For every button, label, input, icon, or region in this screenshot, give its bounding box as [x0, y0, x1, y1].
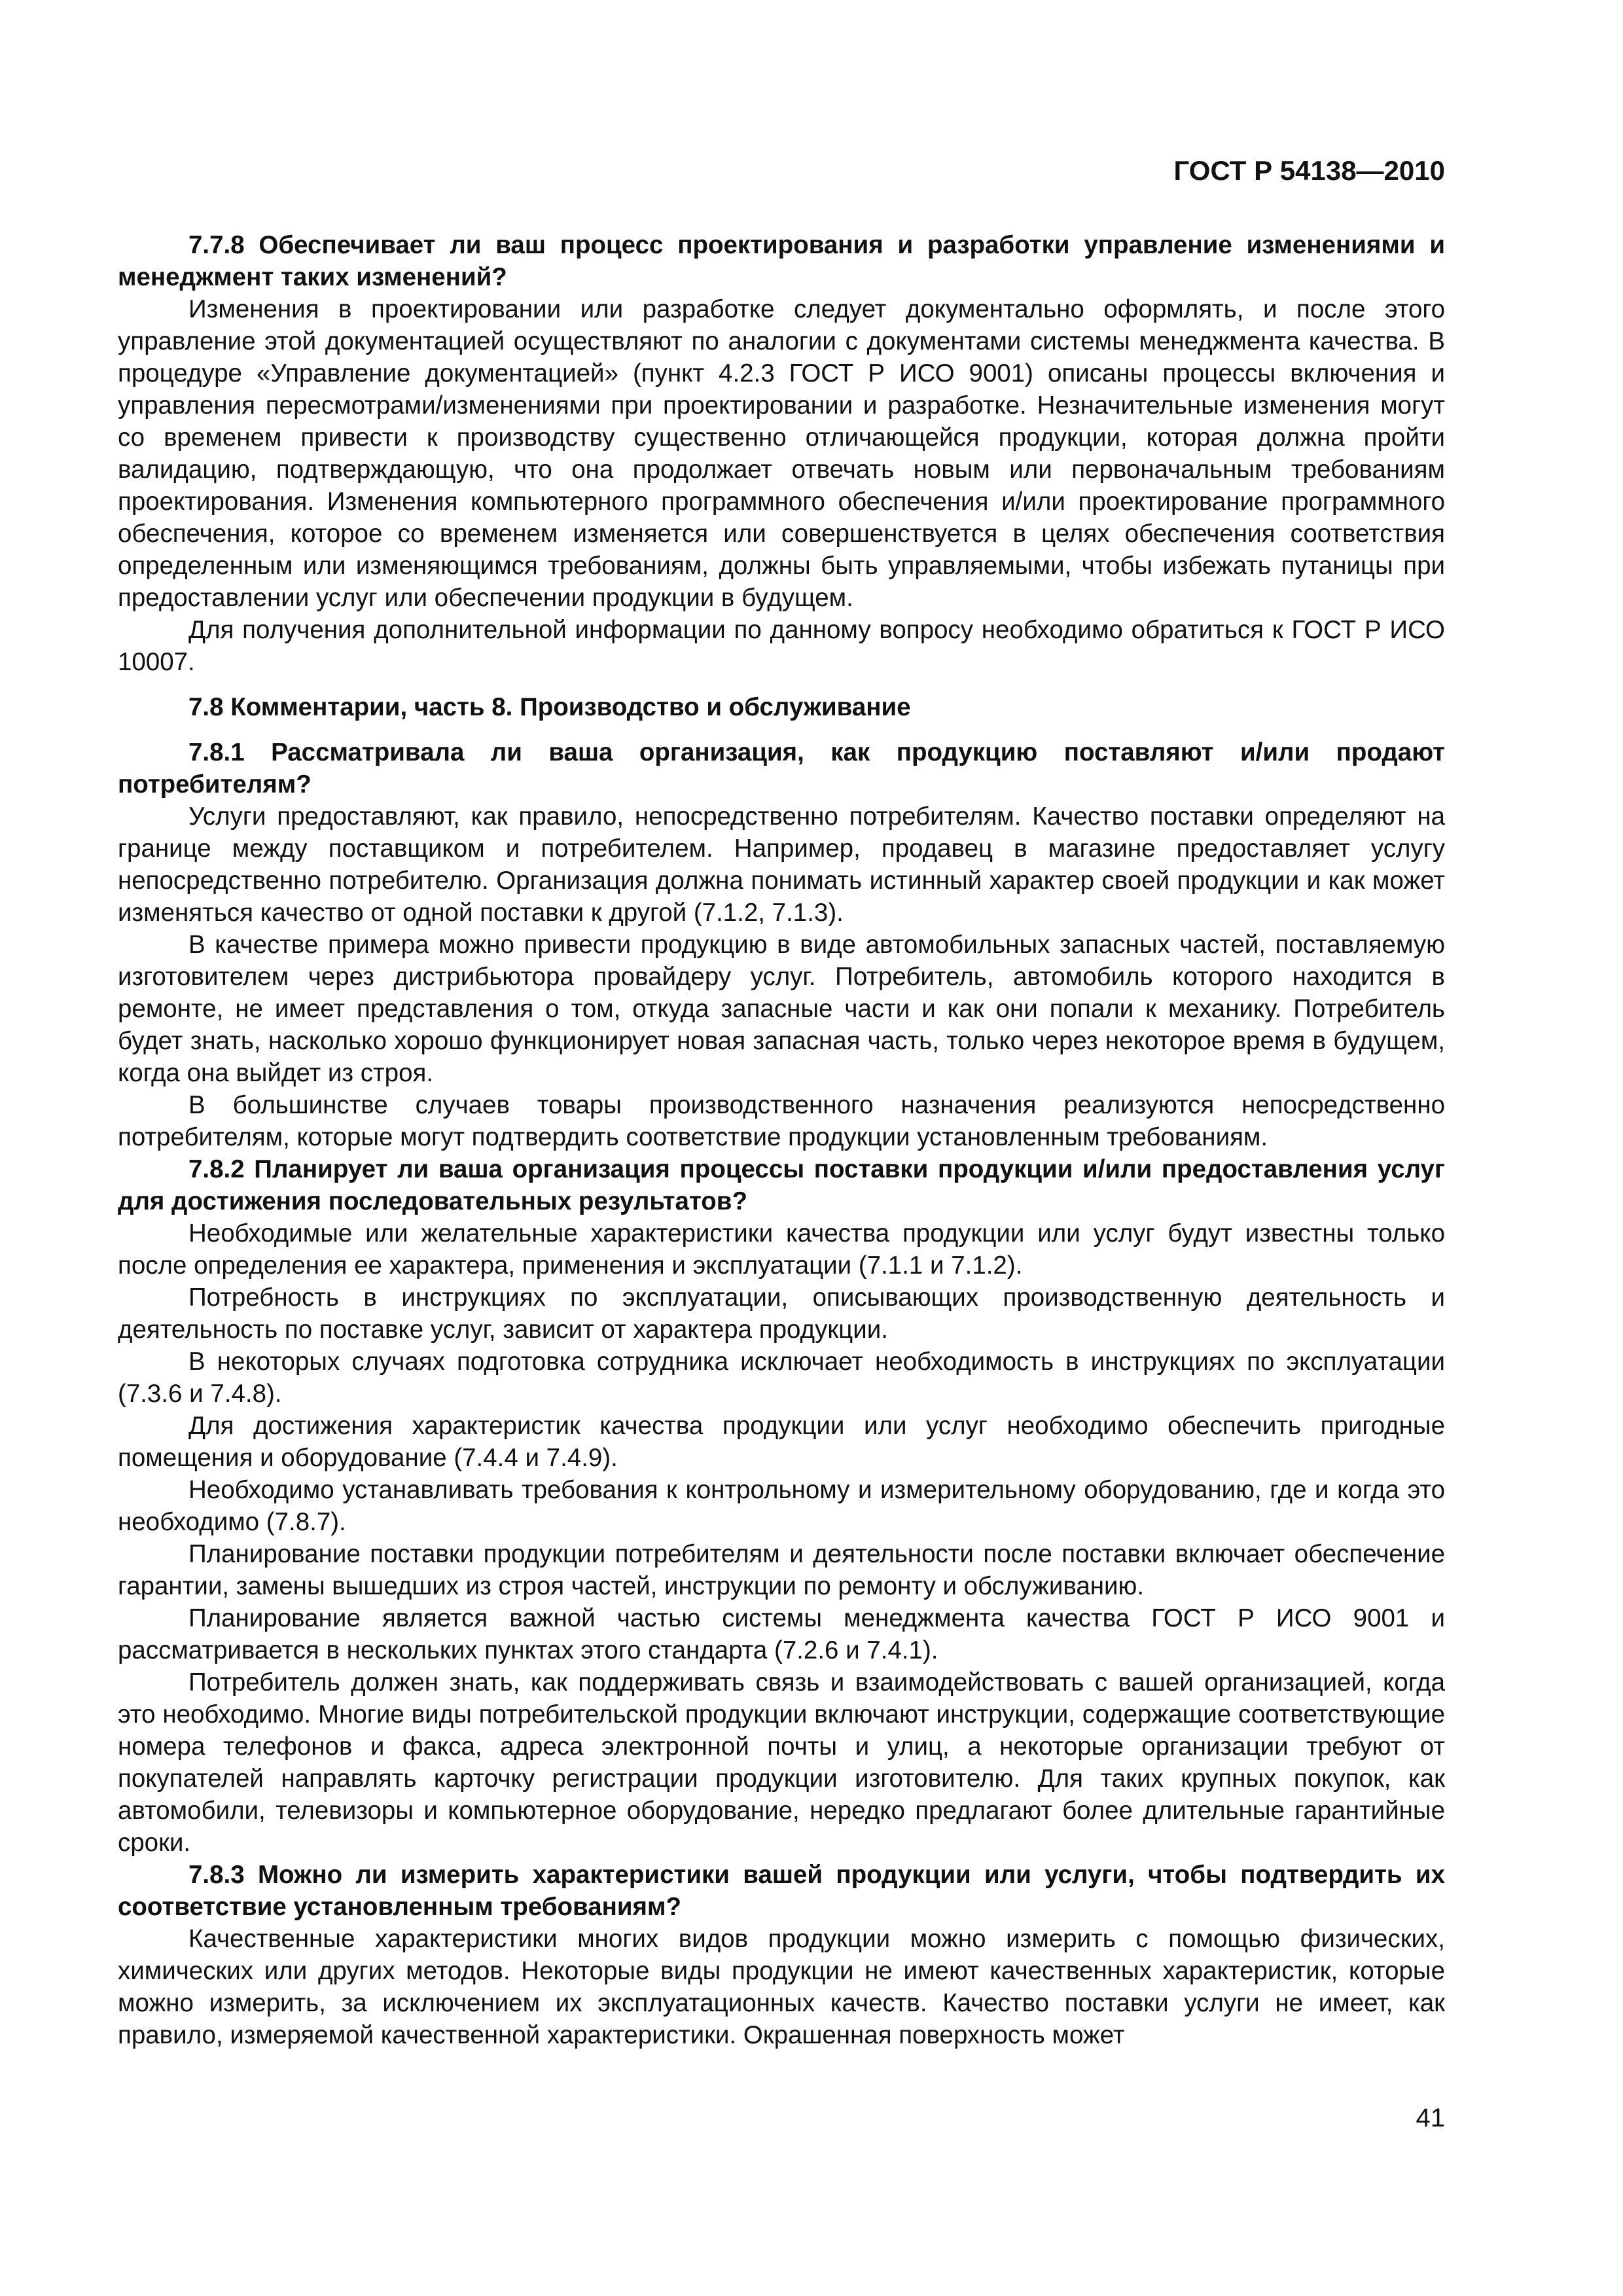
paragraph: Необходимо устанавливать требования к контрольному и измерительному оборудованию, где и когда это необходимо (7.8.7). [118, 1476, 1445, 1536]
document-header: ГОСТ Р 54138—2010 [1173, 155, 1445, 186]
paragraph: В некоторых случаях подготовка сотрудника исключает необходимость в инструкциях по эксплуатации (7.3.6 и 7.4.8). [118, 1348, 1445, 1408]
paragraph: В качестве примера можно привести продукцию в виде автомобильных запасных частей, поставляемую изготовителем через дистрибьютора провайдеру услуг. Потребитель, автомобиль которого находится в ремонте, не имеет представления о том, откуда запасные части и как они попали к механику. Потребитель будет знать, насколько хорошо функционирует новая запасная часть, только через некоторое время в будущем, когда она выйдет из строя. [118, 931, 1445, 1087]
paragraph: Планирование поставки продукции потребителям и деятельности после поставки включает обеспечение гарантии, замены вышедших из строя частей, инструкции по ремонту и обслуживанию. [118, 1540, 1445, 1600]
paragraph: Потребность в инструкциях по эксплуатации, описывающих производственную деятельность и деятельность по поставке услуг, зависит от характера продукции. [118, 1283, 1445, 1344]
page-number: 41 [1416, 2104, 1445, 2132]
paragraph: Для достижения характеристик качества продукции или услуг необходимо обеспечить пригодные помещения и оборудование (7.4.4 и 7.4.9). [118, 1412, 1445, 1472]
heading-7-8-2: 7.8.2 Планирует ли ваша организация процессы поставки продукции и/или предоставления услуг для достижения последовательных результатов? [118, 1155, 1445, 1215]
paragraph: Необходимые или желательные характеристики качества продукции или услуг будут известны только после определения ее характера, применения и эксплуатации (7.1.1 и 7.1.2). [118, 1219, 1445, 1280]
paragraph: Изменения в проектировании или разработке следует документально оформлять, и после этого управление этой документацией осуществляют по аналогии с документами системы менеджмента качества. В процедуре «Управление документацией» (пункт 4.2.3 ГОСТ Р ИСО 9001) описаны процессы включения и управления пересмотрами/изменениями при проектировании и разработке. Незначительные изменения могут со временем привести к производству существенно отличающейся продукции, которая должна пройти валидацию, подтверждающую, что она продолжает отвечать новым или первоначальным требованиям проектирования. Изменения компьютерного программного обеспечения и/или проектирование программного обеспечения, которое со временем изменяется или совершенствуется в целях обеспечения соответствия определенным или изменяющимся требованиям, должны быть управляемыми, чтобы избежать путаницы при предоставлении услуг или обеспечении продукции в будущем. [118, 295, 1445, 612]
heading-7-7-8: 7.7.8 Обеспечивает ли ваш процесс проектирования и разработки управление изменениями и менеджмент таких изменений? [118, 231, 1445, 291]
heading-7-8: 7.8 Комментарии, часть 8. Производство и обслуживание [188, 693, 911, 721]
paragraph: В большинстве случаев товары производственного назначения реализуются непосредственно потребителям, которые могут подтвердить соответствие продукции установленным требованиям. [118, 1091, 1445, 1151]
paragraph: Для получения дополнительной информации по данному вопросу необходимо обратиться к ГОСТ Р ИСО 10007. [118, 616, 1445, 676]
paragraph: Потребитель должен знать, как поддерживать связь и взаимодействовать с вашей организацией, когда это необходимо. Многие виды потребительской продукции включают инструкции, содержащие соответствующие номера телефонов и факса, адреса электронной почты и улиц, а некоторые организации требуют от покупателей направлять карточку регистрации продукции изготовителю. Для таких крупных покупок, как автомобили, телевизоры и компьютерное оборудование, нередко предлагают более длительные гарантийные сроки. [118, 1668, 1445, 1857]
heading-7-8-1: 7.8.1 Рассматривала ли ваша организация, как продукцию поставляют и/или продают потребителям? [118, 738, 1445, 798]
paragraph: Качественные характеристики многих видов продукции можно измерить с помощью физических, химических или других методов. Некоторые виды продукции не имеют качественных характеристик, которые можно измерить, за исключением их эксплуатационных качеств. Качество поставки услуги не имеет, как правило, измеряемой качественной характеристики. Окрашенная поверхность может [118, 1925, 1445, 2049]
paragraph: Услуги предоставляют, как правило, непосредственно потребителям. Качество поставки определяют на границе между поставщиком и потребителем. Например, продавец в магазине предоставляет услугу непосредственно потребителю. Организация должна понимать истинный характер своей продукции и как может изменяться качество от одной поставки к другой (7.1.2, 7.1.3). [118, 802, 1445, 927]
paragraph: Планирование является важной частью системы менеджмента качества ГОСТ Р ИСО 9001 и рассматривается в нескольких пунктах этого стандарта (7.2.6 и 7.4.1). [118, 1604, 1445, 1664]
heading-7-8-3: 7.8.3 Можно ли измерить характеристики вашей продукции или услуги, чтобы подтвердить их соответствие установленным требованиям? [118, 1861, 1445, 1921]
document-body [118, 229, 1445, 2051]
